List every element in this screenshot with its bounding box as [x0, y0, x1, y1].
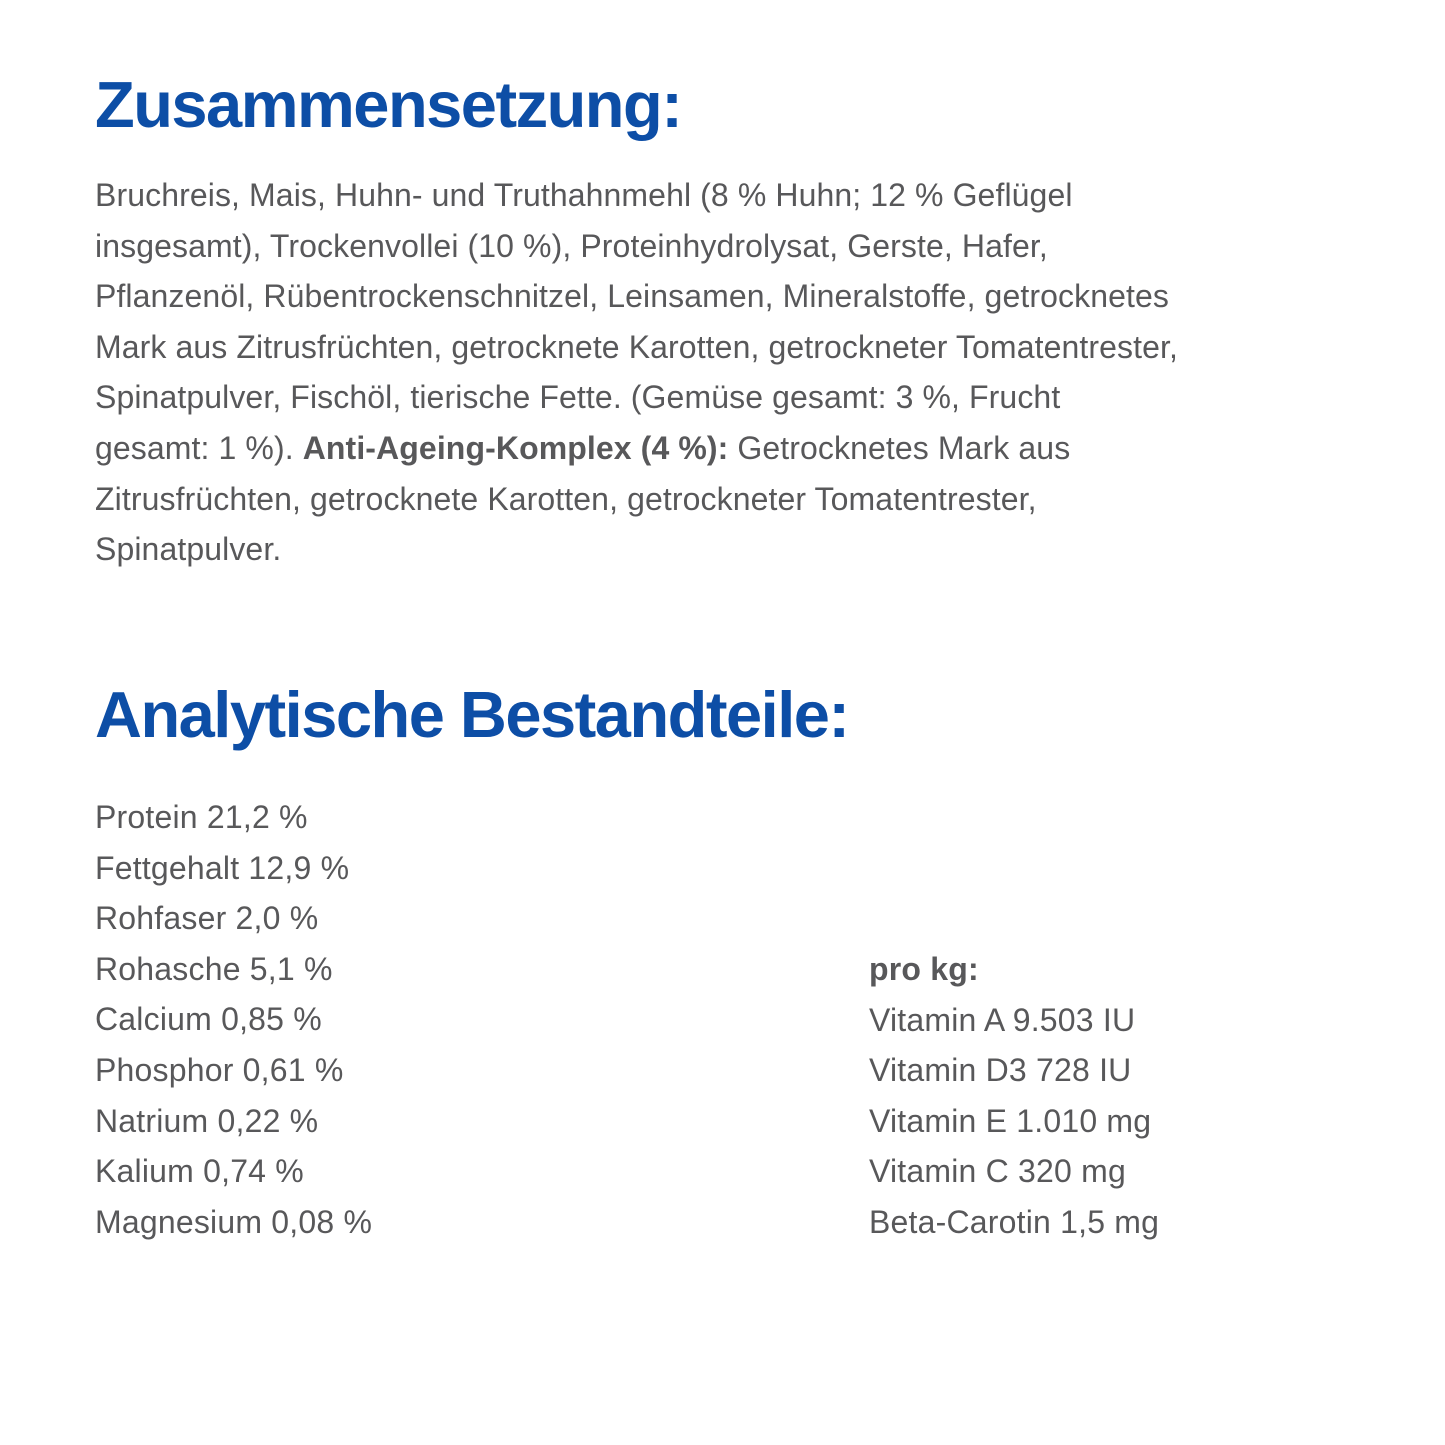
- analytics-item-calcium: Calcium 0,85 %: [95, 1001, 322, 1038]
- per-kg-label: pro kg:: [869, 951, 979, 987]
- analytics-item-fat: Fettgehalt 12,9 %: [95, 849, 350, 886]
- analytics-item-ash: Rohasche 5,1 %: [95, 950, 333, 987]
- composition-line: Spinatpulver.: [95, 531, 282, 568]
- analytics-item-sodium: Natrium 0,22 %: [95, 1102, 319, 1139]
- vitamin-item-beta-carotene: Beta-Carotin 1,5 mg: [869, 1203, 1160, 1240]
- composition-line: Mark aus Zitrusfrüchten, getrocknete Karotten, getrockneter Tomatentrester,: [95, 328, 1178, 365]
- analytics-list: [95, 792, 372, 1247]
- analytics-item-potassium: Kalium 0,74 %: [95, 1153, 304, 1190]
- composition-line: [95, 423, 1395, 474]
- composition-text: [95, 170, 1395, 575]
- vitamin-item-d3: Vitamin D3 728 IU: [869, 1052, 1132, 1089]
- composition-line: Bruchreis, Mais, Huhn- und Truthahnmehl (8 % Huhn; 12 % Geflügel: [95, 177, 1073, 213]
- vitamins-list: [869, 944, 1159, 1248]
- composition-line-end: Getrocknetes Mark aus: [728, 429, 1071, 466]
- vitamin-item-a: Vitamin A 9.503 IU: [869, 1001, 1136, 1038]
- composition-line: Spinatpulver, Fischöl, tierische Fette. (Gemüse gesamt: 3 %, Frucht: [95, 379, 1061, 416]
- vitamin-item-c: Vitamin C 320 mg: [869, 1153, 1126, 1190]
- analytics-item-fiber: Rohfaser 2,0 %: [95, 900, 319, 937]
- composition-line: Pflanzenöl, Rübentrockenschnitzel, Leinsamen, Mineralstoffe, getrocknetes: [95, 278, 1169, 315]
- vitamin-item-e: Vitamin E 1.010 mg: [869, 1102, 1152, 1139]
- analytics-heading: Analytische Bestandteile:: [95, 678, 849, 751]
- analytics-item-phosphorus: Phosphor 0,61 %: [95, 1051, 344, 1088]
- composition-line-start: gesamt: 1 %).: [95, 429, 303, 466]
- analytics-item-protein: Protein 21,2 %: [95, 799, 308, 835]
- analytics-item-magnesium: Magnesium 0,08 %: [95, 1203, 373, 1240]
- anti-ageing-complex-label: Anti-Ageing-Komplex (4 %):: [302, 429, 729, 466]
- composition-line: Zitrusfrüchten, getrocknete Karotten, getrockneter Tomatentrester,: [95, 480, 1037, 517]
- composition-line: insgesamt), Trockenvollei (10 %), Proteinhydrolysat, Gerste, Hafer,: [95, 227, 1048, 264]
- composition-heading: Zusammensetzung:: [95, 68, 682, 141]
